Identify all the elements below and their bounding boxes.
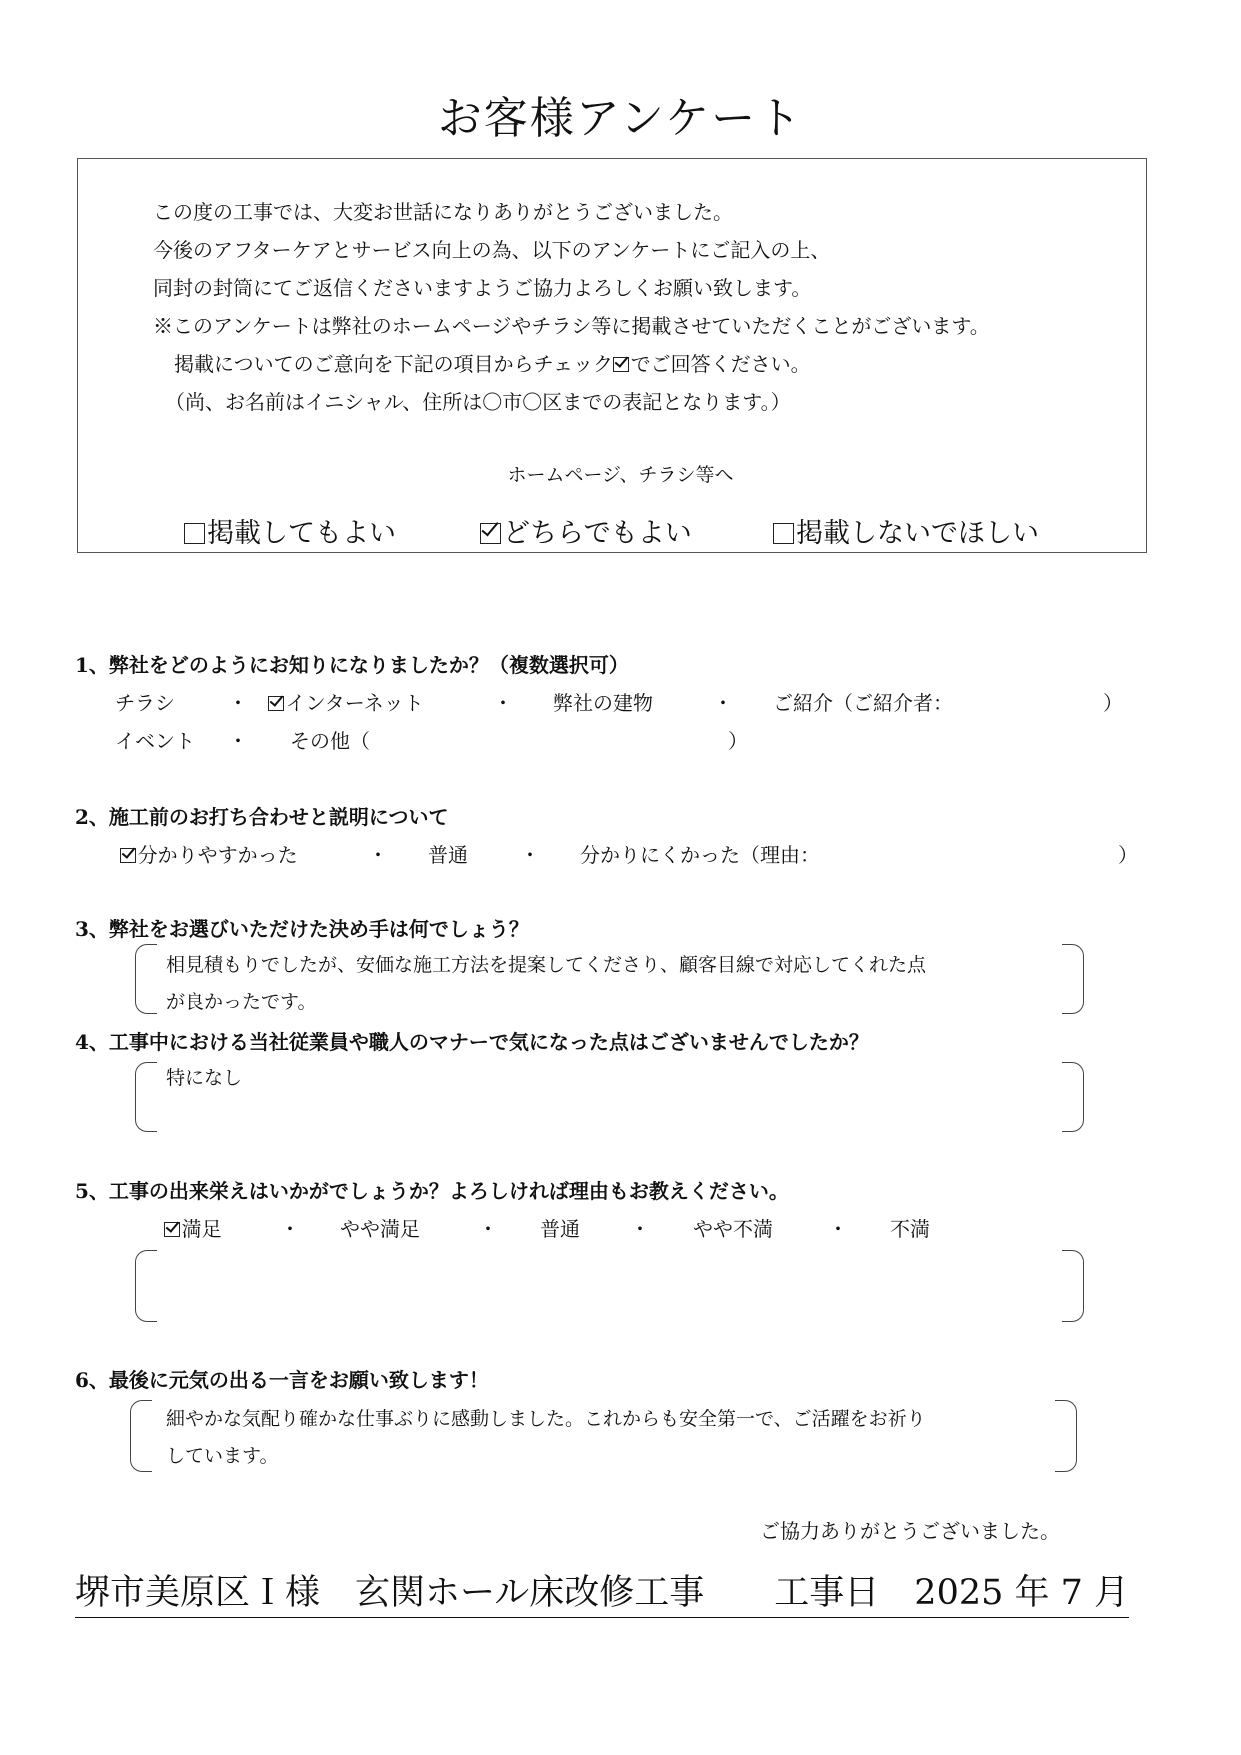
checkbox-checked-icon	[164, 1222, 180, 1238]
q1-dot-2: ・	[493, 691, 513, 715]
q5-opt-somewhat-satisfied[interactable]: やや満足	[340, 1217, 420, 1241]
checkbox-icon	[773, 523, 794, 544]
intro-note: （尚、お名前はイニシャル、住所は〇市〇区までの表記となります。）	[165, 390, 791, 414]
q1-opt-other[interactable]: その他（	[290, 729, 370, 753]
publish-option-deny[interactable]	[773, 511, 1039, 550]
q3-answer-line-1: 相見積もりでしたが、安価な施工方法を提案してくださり、顧客目線で対応してくれた点	[166, 954, 927, 976]
q5-bracket-right	[1062, 1250, 1084, 1322]
q5-opt-dissatisfied[interactable]: 不満	[890, 1217, 930, 1241]
q4-answer: 特になし	[166, 1067, 243, 1089]
publish-heading: ホームページ、チラシ等へ	[507, 464, 734, 486]
q5-opt-satisfied[interactable]	[164, 1213, 222, 1242]
q4-bracket-right	[1062, 1062, 1084, 1132]
q2-title: 2、施工前のお打ち合わせと説明について	[75, 805, 449, 829]
q2-dot-2: ・	[520, 843, 540, 867]
q1-opt-internet[interactable]	[268, 687, 424, 716]
q5-dot-2: ・	[478, 1217, 498, 1241]
q2-opt-hard[interactable]: 分かりにくかった（理由：	[580, 843, 820, 867]
q1-other-close: ）	[728, 729, 748, 753]
checkbox-icon	[184, 523, 205, 544]
q2-dot-1: ・	[368, 843, 388, 867]
q5-bracket-left	[135, 1250, 157, 1322]
q1-dot-4: ・	[228, 729, 248, 753]
publish-option-either[interactable]	[480, 511, 692, 550]
footer-project-info: 堺市美原区Ｉ様 玄関ホール床改修工事 工事日 2025 年 7 月	[75, 1565, 1129, 1618]
q6-answer-line-1: 細やかな気配り確かな仕事ぶりに感動しました。これからも安全第一で、ご活躍をお祈り	[166, 1408, 926, 1430]
q5-opt-somewhat-dissatisfied[interactable]: やや不満	[693, 1217, 773, 1241]
publish-option-either-label: どちらでもよい	[503, 518, 692, 549]
q1-opt-internet-label: インターネット	[285, 691, 424, 715]
q3-bracket-left	[135, 944, 157, 1014]
q1-referral-close: ）	[1103, 691, 1123, 715]
publish-option-deny-label: 掲載しないでほしい	[796, 518, 1040, 549]
intro-line-3: 同封の封筒にてご返信くださいますようご協力よろしくお願い致します。	[153, 276, 812, 300]
q1-opt-event[interactable]: イベント	[115, 729, 195, 753]
q2-opt-easy-label: 分かりやすかった	[137, 843, 298, 867]
intro-line-2: 今後のアフターケアとサービス向上の為、以下のアンケートにご記入の上、	[153, 238, 831, 262]
q3-title: 3、弊社をお選びいただけた決め手は何でしょう？	[75, 917, 529, 941]
checkbox-checked-icon	[613, 357, 629, 373]
q5-dot-1: ・	[280, 1217, 300, 1241]
q3-answer-line-2: が良かったです。	[166, 991, 317, 1013]
publish-option-allow[interactable]	[184, 511, 396, 550]
page-title: お客様アンケート	[437, 93, 804, 144]
q6-bracket-right	[1055, 1400, 1077, 1472]
q1-opt-referral[interactable]: ご紹介（ご紹介者：	[773, 691, 953, 715]
q1-opt-building[interactable]: 弊社の建物	[553, 691, 653, 715]
q1-dot-1: ・	[228, 691, 248, 715]
intro-check-line-after: でご回答ください。	[630, 352, 811, 376]
q5-dot-3: ・	[630, 1217, 650, 1241]
q2-hard-close: ）	[1118, 843, 1138, 867]
q2-opt-easy[interactable]	[120, 839, 298, 868]
q5-opt-satisfied-label: 満足	[181, 1217, 222, 1241]
thanks-text: ご協力ありがとうございました。	[760, 1519, 1060, 1543]
q5-title: 5、工事の出来栄えはいかがでしょうか？よろしければ理由もお教えください。	[75, 1179, 789, 1203]
q1-opt-flyer[interactable]: チラシ	[115, 691, 175, 715]
intro-line-1: この度の工事では、大変お世話になりありがとうございました。	[153, 200, 733, 224]
checkbox-checked-icon	[120, 848, 136, 864]
q6-bracket-left	[130, 1400, 152, 1472]
checkbox-checked-icon	[268, 696, 284, 712]
q1-dot-3: ・	[713, 691, 733, 715]
q2-opt-normal[interactable]: 普通	[428, 843, 468, 867]
q4-title: 4、工事中における当社従業員や職人のマナーで気になった点はございませんでしたか？	[75, 1030, 869, 1054]
q1-title: 1、弊社をどのようにお知りになりましたか？（複数選択可）	[75, 653, 629, 677]
q4-bracket-left	[135, 1062, 157, 1132]
q5-dot-4: ・	[828, 1217, 848, 1241]
intro-check-line-before: 掲載についてのご意向を下記の項目からチェック	[174, 352, 613, 376]
q3-bracket-right	[1062, 944, 1084, 1014]
q6-answer-line-2: しています。	[166, 1445, 279, 1467]
q6-title: 6、最後に元気の出る一言をお願い致します！	[75, 1368, 489, 1392]
q5-opt-normal[interactable]: 普通	[540, 1217, 580, 1241]
publish-option-allow-label: 掲載してもよい	[207, 518, 397, 549]
intro-line-4: ※このアンケートは弊社のホームページやチラシ等に掲載させていただくことがございます。	[153, 314, 990, 338]
checkbox-checked-icon	[480, 523, 501, 544]
intro-check-line	[174, 348, 811, 377]
